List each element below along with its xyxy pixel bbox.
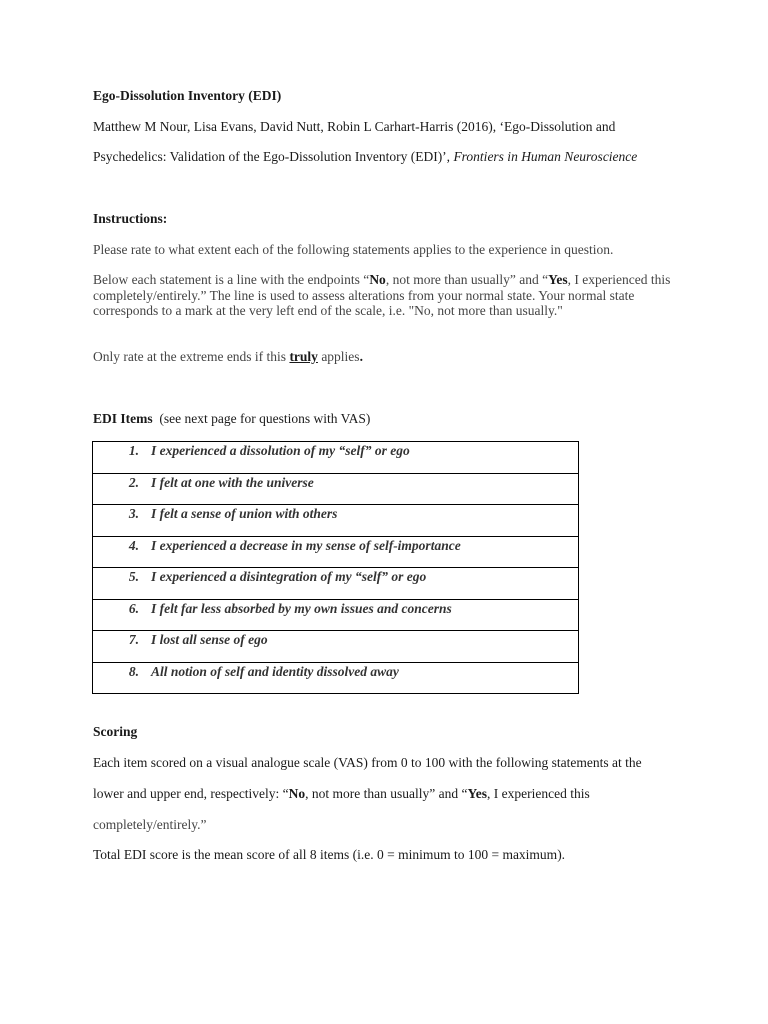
para3-dot: . xyxy=(359,349,363,364)
scoring-line-3: completely/entirely.” xyxy=(93,817,207,832)
edi-item-cell xyxy=(93,536,579,568)
edi-items-note: (see next page for questions with VAS) xyxy=(152,411,371,426)
edi-item-row xyxy=(93,568,579,600)
edi-item-text: I experienced a decrease in my sense of self-importance xyxy=(151,537,461,553)
edi-item-text: I lost all sense of ego xyxy=(151,632,268,647)
scoring-heading: Scoring xyxy=(93,724,138,739)
instructions-heading: Instructions: xyxy=(93,211,168,226)
edi-item-number: 8. xyxy=(128,663,139,679)
instructions-paragraph-2 xyxy=(93,272,683,319)
edi-item-number: 2. xyxy=(128,474,139,490)
scoring-text-a: lower and upper end, respectively: “ xyxy=(93,786,289,801)
edi-items-title: EDI Items xyxy=(93,411,153,426)
edi-item-row xyxy=(93,505,579,537)
edi-item-cell xyxy=(93,442,579,474)
scoring-line-2 xyxy=(93,786,590,802)
para2-yes-bold: Yes xyxy=(548,272,568,287)
edi-item-number: 4. xyxy=(128,537,139,553)
para2-text-c: , I experienced this completely/entirely.” The line is used to assess alterations from your normal state. Your normal state corresponds to a mark at the very left end of the scale, i.e. "No, not more than usually." xyxy=(93,272,671,318)
edi-item-row xyxy=(93,631,579,663)
instructions-paragraph-1: Please rate to what extent each of the following statements applies to the experience in question. xyxy=(93,242,614,257)
edi-item-text: All notion of self and identity dissolved away xyxy=(151,663,399,679)
para2-text-a: Below each statement is a line with the endpoints “ xyxy=(93,272,370,287)
edi-item-row xyxy=(93,473,579,505)
scoring-no-bold: No xyxy=(288,786,306,801)
edi-item-row xyxy=(93,536,579,568)
edi-item-number: 3. xyxy=(128,506,139,521)
edi-item-cell xyxy=(93,568,579,600)
edi-item-cell xyxy=(93,599,579,631)
para2-no-bold: No xyxy=(369,272,386,287)
instructions-paragraph-3 xyxy=(93,349,363,365)
edi-items-heading xyxy=(93,411,370,427)
edi-item-row xyxy=(93,599,579,631)
edi-item-text: I experienced a dissolution of my “self” or ego xyxy=(151,443,410,458)
para3-text-b: applies xyxy=(317,349,360,364)
para3-truly: truly xyxy=(289,349,318,364)
edi-item-cell xyxy=(93,662,579,694)
edi-item-cell xyxy=(93,473,579,505)
scoring-text-c: , I experienced this xyxy=(487,786,590,801)
edi-item-text: I experienced a disintegration of my “self” or ego xyxy=(151,569,427,584)
edi-item-number: 7. xyxy=(128,632,139,647)
para2-text-b: , not more than usually” and “ xyxy=(385,272,549,287)
edi-item-text: I felt at one with the universe xyxy=(151,474,314,490)
edi-item-number: 1. xyxy=(128,443,139,458)
scoring-line-1: Each item scored on a visual analogue scale (VAS) from 0 to 100 with the following statements at the xyxy=(93,755,642,770)
edi-item-text: I felt far less absorbed by my own issues and concerns xyxy=(151,600,452,616)
edi-item-cell xyxy=(93,631,579,663)
edi-items-table xyxy=(92,441,579,694)
edi-item-cell xyxy=(93,505,579,537)
edi-item-number: 6. xyxy=(128,600,139,616)
document-title: Ego-Dissolution Inventory (EDI) xyxy=(93,88,282,103)
para3-text-a: Only rate at the extreme ends if this xyxy=(93,349,290,364)
citation-line-2 xyxy=(93,149,637,165)
scoring-line-4: Total EDI score is the mean score of all 8 items (i.e. 0 = minimum to 100 = maximum). xyxy=(93,847,566,862)
journal-name: Frontiers in Human Neuroscience xyxy=(453,149,638,164)
scoring-text-b: , not more than usually” and “ xyxy=(305,786,468,801)
citation-text: Psychedelics: Validation of the Ego-Dissolution Inventory (EDI)’, xyxy=(93,149,454,164)
scoring-yes-bold: Yes xyxy=(467,786,488,801)
edi-item-number: 5. xyxy=(128,569,139,584)
edi-item-text: I felt a sense of union with others xyxy=(151,506,338,521)
citation-line-1: Matthew M Nour, Lisa Evans, David Nutt, Robin L Carhart-Harris (2016), ‘Ego-Dissolution and xyxy=(93,119,616,134)
edi-item-row xyxy=(93,442,579,474)
edi-item-row xyxy=(93,662,579,694)
